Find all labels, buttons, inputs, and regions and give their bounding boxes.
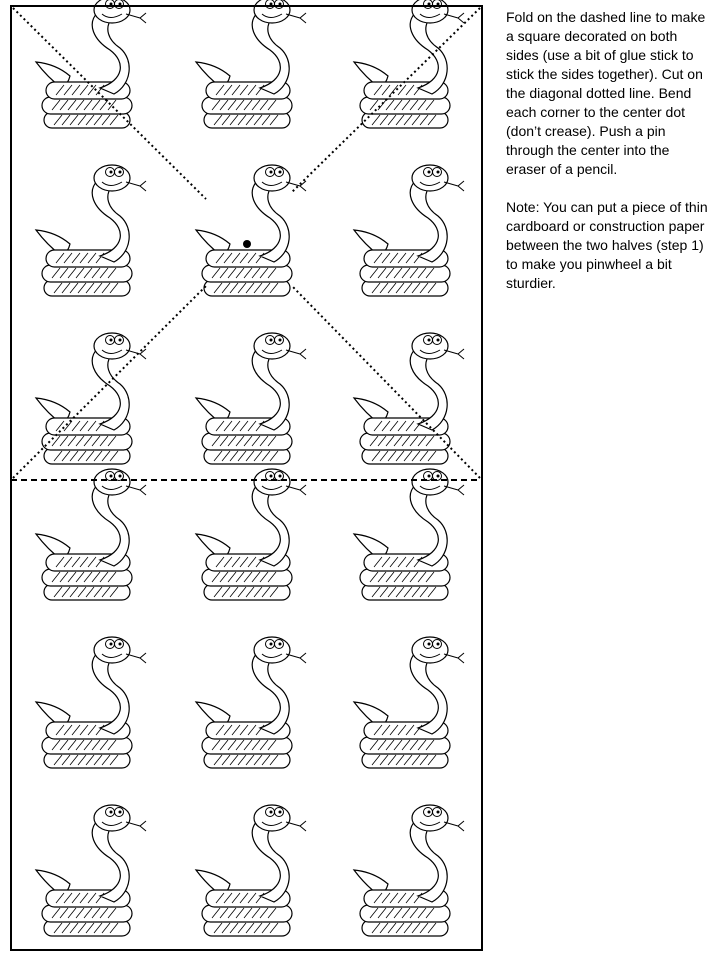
coiled-snake-icon	[36, 637, 146, 768]
coiled-snake-icon	[196, 805, 306, 936]
coiled-snake-icon	[354, 805, 464, 936]
instruction-note: Note: You can put a piece of thin cardboard or construction paper between the two halves (step 1) to make you pinwheel a bit sturdier.	[506, 199, 708, 291]
coiled-snake-icon	[36, 165, 146, 296]
instructions-panel	[506, 8, 712, 312]
coiled-snake-icon	[354, 637, 464, 768]
coiled-snake-icon	[354, 469, 464, 600]
snake-grid	[36, 0, 464, 936]
coiled-snake-icon	[354, 0, 464, 128]
instruction-steps: Fold on the dashed line to make a square decorated on both sides (use a bit of glue stick to stick the sides together). Cut on the diagonal dotted line. Bend each corner to the center dot (don’t crease). Push a pin through the center into the eraser of a pencil.	[506, 9, 706, 177]
coiled-snake-icon	[196, 0, 306, 128]
coiled-snake-icon	[196, 165, 306, 296]
template-border	[11, 6, 482, 950]
coiled-snake-icon	[196, 333, 306, 464]
coiled-snake-icon	[36, 805, 146, 936]
coiled-snake-icon	[36, 0, 146, 128]
coiled-snake-icon	[36, 469, 146, 600]
coiled-snake-icon	[36, 333, 146, 464]
coiled-snake-icon	[196, 637, 306, 768]
center-dot	[243, 240, 251, 248]
coiled-snake-icon	[354, 165, 464, 296]
coiled-snake-icon	[196, 469, 306, 600]
